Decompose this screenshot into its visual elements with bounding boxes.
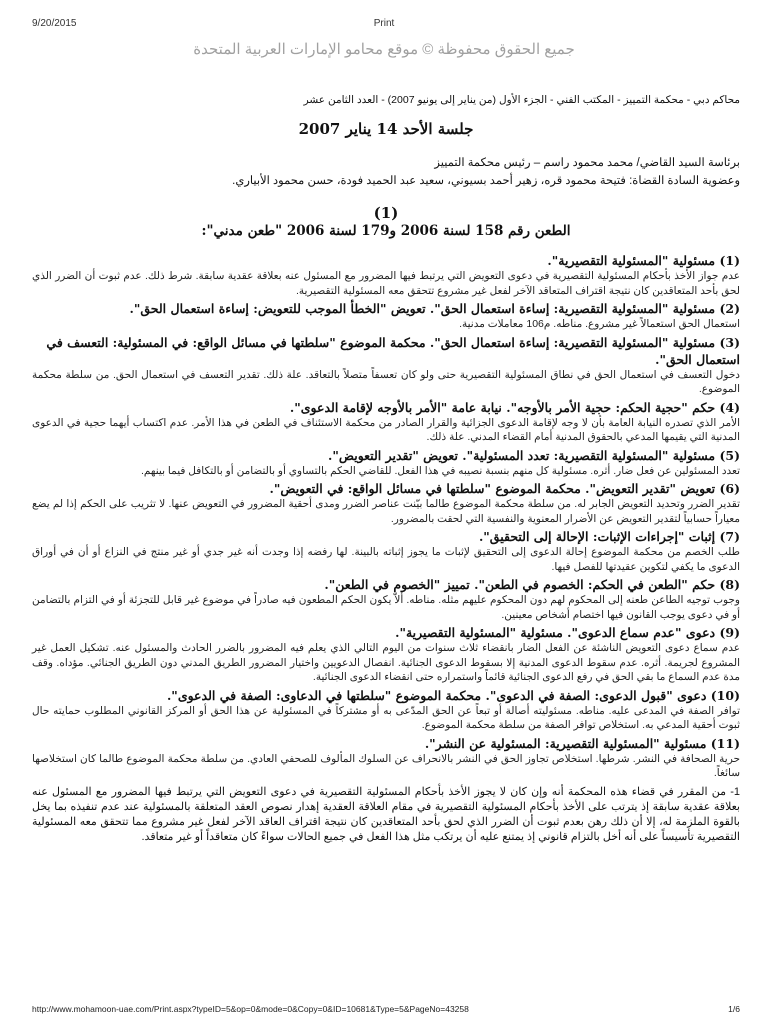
section-heading: (6) تعويض "تقدير التعويض". محكمة الموضوع "سلطتها في مسائل الواقع: في التعويض". — [269, 481, 740, 496]
print-footer — [0, 1004, 768, 1018]
section-heading: (7) إثبات "إجراءات الإثبات: الإحالة إلى التحقيق". — [478, 529, 740, 544]
section-heading: (2) مسئولية "المسئولية التقصيرية: إساءة استعمال الحق". تعويض "الخطأ الموجب للتعويض: إساءة استعمال الحق". — [129, 301, 740, 316]
case-number: (1) — [373, 204, 399, 222]
print-header — [0, 18, 768, 32]
section-heading: (9) دعوى "عدم سماع الدعوى". مسئولية "المسئولية التقصيرية". — [395, 625, 740, 640]
print-date: 9/20/2015 — [32, 18, 77, 29]
page-number: 1/6 — [728, 1004, 740, 1014]
section-7 — [32, 528, 740, 574]
document-body — [32, 94, 740, 845]
section-text: وجوب توجيه الطاعن طعنه إلى المحكوم لهم دون المحكوم عليهم مثله. مناطه. ألاّ يكون الحكم المطعون فيه صادراً في موضوع غير قابل للتجزئة أو في التزام بالتضامن أو في دعوى يوجب القانون فيها اختصام أشخاص معينين. — [32, 594, 740, 621]
section-text: عدم جواز الأخذ بأحكام المسئولية التقصيرية في دعوى التعويض التي يرتبط فيها المضرور مع المسئول عنه بعلاقة عقدية سابقة. شرط ذلك. عدم ثبوت أن الضرر الذي لحق بأحد المتعاقدين كان نتيجة اقتراف المتعاقد الآخر لفعل غير مشروع تتحقق معه المسئولية التقصيرية. — [32, 270, 740, 297]
section-heading: (10) دعوى "قبول الدعوى: الصفة في الدعوى". محكمة الموضوع "سلطتها في الدعاوى: الصفة في الدعوى". — [166, 687, 740, 703]
section-6 — [32, 480, 740, 526]
section-3 — [32, 334, 740, 397]
section-9 — [32, 624, 740, 685]
section-text: طلب الخصم من محكمة الموضوع إحالة الدعوى إلى التحقيق لإثبات ما يجوز إثباته بالبينة. لها رفضه إذا وجدت أنه غير جدي أو غير منتج في النزاع أو أن في أوراق الدعوى ما يكفي لتكوين عقيدتها للفصل فيها. — [32, 546, 740, 573]
section-heading: (8) حكم "الطعن في الحكم: الخصوم في الطعن". تمييز "الخصوم في الطعن". — [324, 577, 740, 592]
section-heading: (4) حكم "حجية الحكم: حجية الأمر بالأوجه". نيابة عامة "الأمر بالأوجه لإقامة الدعوى". — [289, 399, 740, 415]
section-heading: (11) مسئولية "المسئولية التقصيرية: المسئولية عن النشر". — [424, 735, 740, 751]
presiding-judge: برئاسة السيد القاضي/ محمد محمود راسم – رئيس محكمة التمييز — [434, 157, 740, 169]
section-text: تقدير الضرر وتحديد التعويض الجابر له. من سلطة محكمة الموضوع طالما بيّنت عناصر الضرر ومدى أحقية المضرور في التعويض عنها. لا تثريب على الحكم إذا لم يضع معياراً حسابياً لتقدير التعويض عن الأضرار المعنوية والنفسية التي لحقت بالمضرور. — [32, 498, 740, 525]
section-11 — [32, 735, 740, 781]
section-2 — [32, 300, 740, 332]
section-text: عدم سماع دعوى التعويض الناشئة عن الفعل الضار بانقضاء ثلاث سنوات من اليوم التالي الذي يعلم فيه المضرور بالضرر الحادث والمسئول عنه. تشكيل العمل غير المشروع لجريمة. أثره. عدم سقوط الدعوى المدنية إلا بسقوط الدعوى الجنائية. انفصال الدعويين واختيار المضرور الطريق المدني دون الطريق الجنائي. مؤداه. وقف مدة عدم السماع ما بقي الحق في رفع الدعوى الجنائية قائماً واستمراره حتى انقضاء الدعوى الجنائية. — [32, 642, 740, 683]
case-title: الطعن رقم 158 لسنة 2006 و179 لسنة 2006 "طعن مدني": — [201, 223, 571, 239]
session-title: جلسة الأحد 14 يناير 2007 — [298, 120, 474, 138]
print-title: Print — [373, 18, 395, 29]
section-text: دخول التعسف في استعمال الحق في نطاق المسئولية التقصيرية حتى ولو كان تعسفاً متصلاً بالتعاقد. علة ذلك. تقدير التعسف في استعمال الحق. من سلطة محكمة الموضوع. — [32, 368, 740, 395]
section-text: تعدد المسئولين عن فعل ضار. أثره. مسئولية كل منهم بنسبة نصيبه في هذا الفعل. للقاضي الحكم بالتساوي أو بالتضامن أو بالتكافل فيما بينهم. — [141, 464, 740, 477]
section-text: استعمال الحق استعمالاً غير مشروع. مناطه. م106 معاملات مدنية. — [459, 318, 740, 330]
section-1 — [32, 252, 740, 298]
section-heading: (5) مسئولية "المسئولية التقصيرية: تعدد المسئولية". تعويض "تقدير التعويض". — [328, 447, 740, 463]
panel-members: وعضوية السادة القضاة: فتيحة محمود قره، زهير أحمد بسيوني، سعيد عبد الحميد فودة، حسن محمود الأبياري. — [232, 175, 740, 187]
section-text: حرية الصحافة في النشر. شرطها. استخلاص تجاوز الحق في النشر بالانحراف عن السلوك المألوف للصحفي العادي. من سلطة محكمة الموضوع طالما كان استخلاصها سائغاً. — [32, 752, 740, 779]
principle-paragraph: 1- من المقرر في قضاء هذه المحكمة أنه وإن كان لا يجوز الأخذ بأحكام المسئولية التقصيرية في دعوى التعويض التي يرتبط فيها المضرور مع المسئول عنه بعلاقة عقدية سابقة إذ يترتب على الأخذ بأحكام المسئولية التقصيرية في مقام العلاقة العقدية إهدار نصوص العقد المتعلقة بالمسئولية عند عدم تنفيذه بما يخل بالقوة الملزمة له، إلا أن ذلك رهن بعدم ثبوت أن الضرر الذي لحق بأحد المتعاقدين كان نتيجة اقتراف العاقد الآخر لفعل غير مشروع مما تتحقق معه المسئولية التقصيرية تأسيساً على أنه أخل بالتزام قانوني إذ يمتنع عليه أن يرتكب مثل هذا الفعل في جميع الحالات سواءً كان متعاقداً أو غير متعاقد. — [32, 785, 740, 843]
page-url: http://www.mohamoon-uae.com/Print.aspx?typeID=5&op=0&mode=0&Copy=0&ID=10681&Type=5&PageNo=43258 — [32, 1004, 469, 1014]
breadcrumb: محاكم دبي - محكمة التمييز - المكتب الفني - الجزء الأول (من يناير إلى يونيو 2007) - العدد الثامن عشر — [303, 94, 740, 106]
section-text: توافر الصفة في المدعى عليه. مناطه. مسئوليته أصالة أو تبعاً عن الحق المدّعى به أو مشتركاً في المسئولية عن هذا الحق أو المركز القانوني المطلوب حمايته حال ثبوت أحقية المدعي به. استخلاص توافر الصفة من سلطة محكمة الموضوع. — [32, 704, 740, 731]
sections-list — [32, 252, 740, 781]
copyright-banner: جميع الحقوق محفوظة © موقع محامو الإمارات العربية المتحدة — [193, 41, 575, 58]
section-4 — [32, 399, 740, 445]
section-5 — [32, 447, 740, 479]
section-heading: (1) مسئولية "المسئولية التقصيرية". — [547, 253, 740, 268]
section-heading: (3) مسئولية "المسئولية التقصيرية: إساءة استعمال الحق". محكمة الموضوع "سلطتها في مسائل الواقع: في المسئولية: التعسف في استعمال الحق". — [46, 334, 740, 367]
section-8 — [32, 576, 740, 622]
section-text: الأمر الذي تصدره النيابة العامة بأن لا وجه لإقامة الدعوى الجزائية والقرار الصادر من محكمة الاستئناف في الطعن في هذا الأمر. عدم اكتساب أيهما حجية في الدعوى المدنية التي يقيمها المدعي بالحقوق المدنية أمام القضاء المدني. علة ذلك. — [32, 416, 740, 443]
section-10 — [32, 687, 740, 733]
